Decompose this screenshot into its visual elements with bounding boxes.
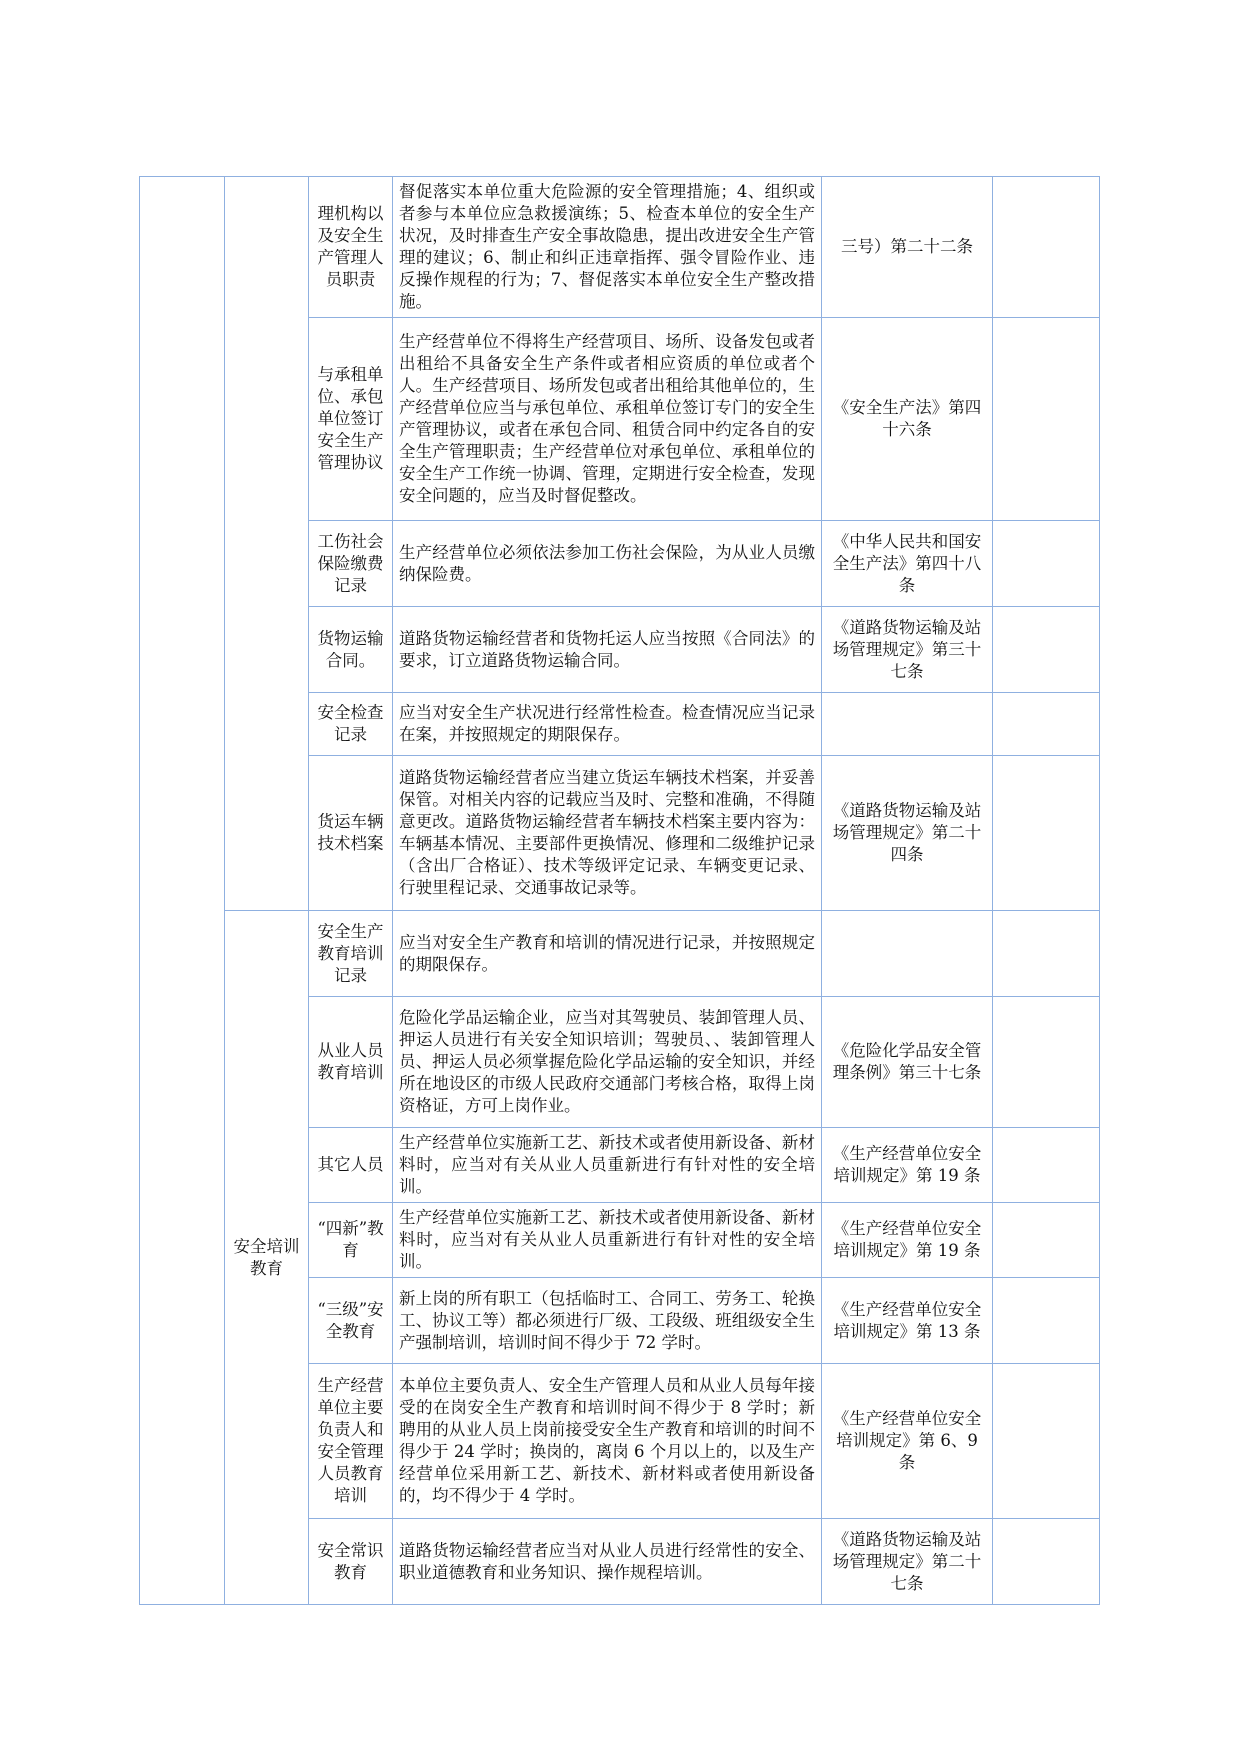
note-cell	[993, 177, 1100, 318]
basis-cell	[822, 693, 993, 756]
note-cell	[993, 1364, 1100, 1519]
regulation-table	[139, 176, 1100, 1605]
item-cell: 货运车辆技术档案	[309, 756, 393, 911]
basis-cell: 《道路货物运输及站场管理规定》第二十四条	[822, 756, 993, 911]
requirement-cell: 生产经营单位实施新工艺、新技术或者使用新设备、新材料时，应当对有关从业人员重新进行有针对性的安全培训。	[393, 1128, 822, 1203]
basis-cell	[822, 911, 993, 997]
table-row	[140, 177, 1100, 318]
note-cell	[993, 521, 1100, 607]
requirement-cell: 道路货物运输经营者应当建立货运车辆技术档案，并妥善保管。对相关内容的记载应当及时、完整和准确，不得随意更改。道路货物运输经营者车辆技术档案主要内容为：车辆基本情况、主要部件更换情况、修理和二级维护记录（含出厂合格证）、技术等级评定记录、车辆变更记录、行驶里程记录、交通事故记录等。	[393, 756, 822, 911]
requirement-cell: 生产经营单位必须依法参加工伤社会保险，为从业人员缴纳保险费。	[393, 521, 822, 607]
note-cell	[993, 693, 1100, 756]
requirement-cell: 应当对安全生产教育和培训的情况进行记录，并按照规定的期限保存。	[393, 911, 822, 997]
item-cell: 从业人员教育培训	[309, 997, 393, 1128]
requirement-cell: 道路货物运输经营者应当对从业人员进行经常性的安全、职业道德教育和业务知识、操作规程培训。	[393, 1519, 822, 1605]
item-cell: 其它人员	[309, 1128, 393, 1203]
item-cell: 安全检查记录	[309, 693, 393, 756]
note-cell	[993, 997, 1100, 1128]
basis-cell: 《生产经营单位安全培训规定》第 19 条	[822, 1128, 993, 1203]
requirement-cell: 生产经营单位实施新工艺、新技术或者使用新设备、新材料时，应当对有关从业人员重新进行有针对性的安全培训。	[393, 1203, 822, 1278]
basis-cell: 《安全生产法》第四十六条	[822, 318, 993, 521]
item-cell: “四新”教育	[309, 1203, 393, 1278]
basis-cell: 《危险化学品安全管理条例》第三十七条	[822, 997, 993, 1128]
item-cell: 与承租单位、承包单位签订安全生产管理协议	[309, 318, 393, 521]
item-cell: 货物运输合同。	[309, 607, 393, 693]
requirement-cell: 督促落实本单位重大危险源的安全管理措施；4、组织或者参与本单位应急救援演练；5、检查本单位的安全生产状况，及时排查生产安全事故隐患，提出改进安全生产管理的建议；6、制止和纠正违章指挥、强令冒险作业、违反操作规程的行为；7、督促落实本单位安全生产整改措施。	[393, 177, 822, 318]
requirement-cell: 道路货物运输经营者和货物托运人应当按照《合同法》的要求，订立道路货物运输合同。	[393, 607, 822, 693]
basis-cell: 《道路货物运输及站场管理规定》第二十七条	[822, 1519, 993, 1605]
basis-cell: 《道路货物运输及站场管理规定》第三十七条	[822, 607, 993, 693]
item-cell: 安全生产教育培训记录	[309, 911, 393, 997]
basis-cell: 三号）第二十二条	[822, 177, 993, 318]
note-cell	[993, 1519, 1100, 1605]
requirement-cell: 生产经营单位不得将生产经营项目、场所、设备发包或者出租给不具备安全生产条件或者相应资质的单位或者个人。生产经营项目、场所发包或者出租给其他单位的，生产经营单位应当与承包单位、承租单位签订专门的安全生产管理协议，或者在承包合同、租赁合同中约定各自的安全生产管理职责；生产经营单位对承包单位、承租单位的安全生产工作统一协调、管理，定期进行安全检查，发现安全问题的，应当及时督促整改。	[393, 318, 822, 521]
subcategory-cell: 安全培训教育	[225, 911, 309, 1605]
note-cell	[993, 756, 1100, 911]
note-cell	[993, 318, 1100, 521]
note-cell	[993, 607, 1100, 693]
note-cell	[993, 1128, 1100, 1203]
item-cell: 安全常识教育	[309, 1519, 393, 1605]
item-cell: 工伤社会保险缴费记录	[309, 521, 393, 607]
requirement-cell: 新上岗的所有职工（包括临时工、合同工、劳务工、轮换工、协议工等）都必须进行厂级、工段级、班组级安全生产强制培训，培训时间不得少于 72 学时。	[393, 1278, 822, 1364]
category-cell	[140, 177, 225, 1605]
requirement-cell: 危险化学品运输企业，应当对其驾驶员、装卸管理人员、押运人员进行有关安全知识培训；驾驶员、、装卸管理人员、押运人员必须掌握危险化学品运输的安全知识，并经所在地设区的市级人民政府交通部门考核合格，取得上岗资格证，方可上岗作业。	[393, 997, 822, 1128]
requirement-cell: 应当对安全生产状况进行经常性检查。检查情况应当记录在案，并按照规定的期限保存。	[393, 693, 822, 756]
note-cell	[993, 911, 1100, 997]
item-cell: 生产经营单位主要负责人和安全管理人员教育培训	[309, 1364, 393, 1519]
note-cell	[993, 1278, 1100, 1364]
item-cell: “三级”安全教育	[309, 1278, 393, 1364]
item-cell: 理机构以及安全生产管理人员职责	[309, 177, 393, 318]
basis-cell: 《生产经营单位安全培训规定》第 19 条	[822, 1203, 993, 1278]
table-row	[140, 911, 1100, 997]
requirement-cell: 本单位主要负责人、安全生产管理人员和从业人员每年接受的在岗安全生产教育和培训时间不得少于 8 学时；新聘用的从业人员上岗前接受安全生产教育和培训的时间不得少于 24 学时；换岗的，离岗 6 个月以上的，以及生产经营单位采用新工艺、新技术、新材料或者使用新设备的，均不得少于 4 学时。	[393, 1364, 822, 1519]
basis-cell: 《生产经营单位安全培训规定》第 6、9 条	[822, 1364, 993, 1519]
note-cell	[993, 1203, 1100, 1278]
subcategory-cell	[225, 177, 309, 911]
basis-cell: 《中华人民共和国安全生产法》第四十八条	[822, 521, 993, 607]
basis-cell: 《生产经营单位安全培训规定》第 13 条	[822, 1278, 993, 1364]
